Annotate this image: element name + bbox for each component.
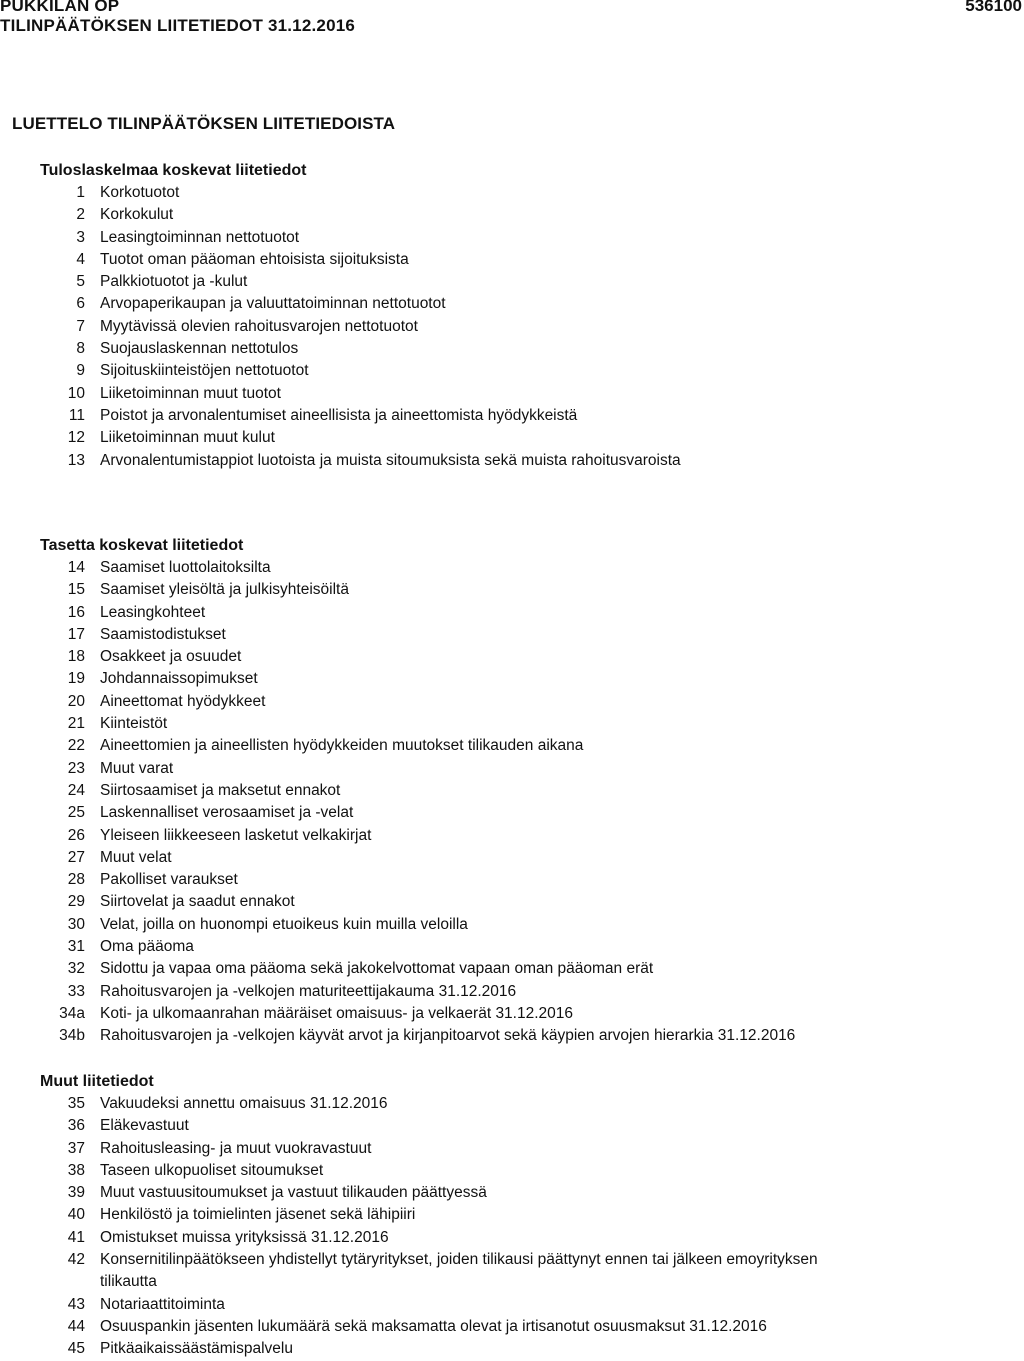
list-item xyxy=(40,182,1000,204)
note-title: Leasingtoiminnan nettotuotot xyxy=(100,228,300,246)
list-item xyxy=(40,691,1000,713)
note-number: 28 xyxy=(67,871,85,889)
notes-list xyxy=(40,182,1000,472)
note-number: 3 xyxy=(76,228,85,246)
note-number: 43 xyxy=(67,1295,85,1313)
section-balance-sheet xyxy=(40,535,1000,1048)
list-item xyxy=(40,1227,1000,1249)
document-header xyxy=(0,0,355,36)
list-item xyxy=(40,1316,1000,1338)
note-number: 39 xyxy=(67,1184,85,1202)
note-number: 14 xyxy=(67,559,85,576)
note-number: 15 xyxy=(67,581,85,599)
section-heading: Tasetta koskevat liitetiedot xyxy=(40,537,244,554)
list-item xyxy=(40,847,1000,869)
list-item xyxy=(40,204,1000,226)
list-item xyxy=(40,914,1000,936)
note-title: Aineettomien ja aineellisten hyödykkeiden muutokset tilikauden aikana xyxy=(100,737,584,755)
list-item xyxy=(40,1294,1000,1316)
list-item xyxy=(40,271,1000,293)
note-title: Arvonalentumistappiot luotoista ja muista sitoumuksista sekä muista rahoitusvaroista xyxy=(100,451,681,469)
list-item xyxy=(40,1138,1000,1160)
note-number: 36 xyxy=(67,1117,85,1135)
note-title: Osuuspankin jäsenten lukumäärä sekä maksamatta olevat ja irtisanotut osuusmaksut 31.12.2016 xyxy=(100,1317,767,1335)
list-item xyxy=(40,891,1000,913)
note-title: Rahoitusleasing- ja muut vuokravastuut xyxy=(100,1139,372,1157)
note-number: 17 xyxy=(67,625,85,643)
list-item xyxy=(40,802,1000,824)
note-number: 1 xyxy=(76,184,85,201)
note-title: Oma pääoma xyxy=(100,938,194,956)
list-item xyxy=(40,360,1000,382)
list-item xyxy=(40,227,1000,249)
note-number: 5 xyxy=(76,273,85,291)
list-item xyxy=(40,825,1000,847)
note-number: 8 xyxy=(76,340,85,358)
section-other-notes xyxy=(40,1071,1000,1361)
note-number: 6 xyxy=(76,295,85,313)
note-title: Muut vastuusitoumukset ja vastuut tilikauden päättyessä xyxy=(100,1184,487,1202)
list-item xyxy=(40,1182,1000,1204)
note-number: 42 xyxy=(67,1251,85,1269)
section-heading: Tuloslaskelmaa koskevat liitetiedot xyxy=(40,162,307,179)
note-number: 25 xyxy=(67,804,85,822)
note-title: Liiketoiminnan muut tuotot xyxy=(100,384,281,402)
bank-code: 536100 xyxy=(965,0,1022,15)
note-number: 26 xyxy=(67,826,85,844)
note-title: Poistot ja arvonalentumiset aineellisista ja aineettomista hyödykkeistä xyxy=(100,406,578,424)
list-item xyxy=(40,1338,1000,1360)
note-title: Laskennalliset verosaamiset ja -velat xyxy=(100,804,354,822)
note-title: Muut velat xyxy=(100,848,172,866)
note-title: Koti- ja ulkomaanrahan määräiset omaisuus- ja velkaerät 31.12.2016 xyxy=(100,1004,574,1022)
note-title: Yleiseen liikkeeseen lasketut velkakirjat xyxy=(100,826,372,844)
note-number: 22 xyxy=(67,737,85,755)
list-item xyxy=(40,338,1000,360)
list-item xyxy=(40,1249,1000,1294)
note-number: 30 xyxy=(67,915,85,933)
note-number: 31 xyxy=(67,938,85,956)
note-number: 9 xyxy=(76,362,85,380)
list-item xyxy=(40,427,1000,449)
list-item xyxy=(40,405,1000,427)
section-heading: Muut liitetiedot xyxy=(40,1073,154,1090)
note-title: Leasingkohteet xyxy=(100,603,206,621)
list-item xyxy=(40,316,1000,338)
note-title: Tuotot oman pääoman ehtoisista sijoituksista xyxy=(100,250,409,268)
note-number: 41 xyxy=(67,1228,85,1246)
note-title: Rahoitusvarojen ja -velkojen maturiteettijakauma 31.12.2016 xyxy=(100,982,517,1000)
note-number: 35 xyxy=(67,1095,85,1112)
list-item xyxy=(40,758,1000,780)
note-number: 29 xyxy=(67,893,85,911)
list-item xyxy=(40,958,1000,980)
note-title: Kiinteistöt xyxy=(100,715,168,733)
list-item xyxy=(40,249,1000,271)
list-item xyxy=(40,1003,1000,1025)
note-title: Korkokulut xyxy=(100,206,174,224)
note-title: Palkkiotuotot ja -kulut xyxy=(100,273,248,291)
note-title: Rahoitusvarojen ja -velkojen käyvät arvot ja kirjanpitoarvot sekä käypien arvojen hierarkia 31.12.2016 xyxy=(100,1027,796,1045)
note-title: Henkilöstö ja toimielinten jäsenet sekä lähipiiri xyxy=(100,1206,416,1224)
list-item xyxy=(40,668,1000,690)
note-title: Saamistodistukset xyxy=(100,625,226,643)
note-number: 38 xyxy=(67,1161,85,1179)
list-item xyxy=(40,713,1000,735)
note-number: 33 xyxy=(67,982,85,1000)
note-number: 2 xyxy=(76,206,85,224)
notes-list xyxy=(40,557,1000,1048)
note-title: Sidottu ja vapaa oma pääoma sekä jakokelvottomat vapaan oman pääoman erät xyxy=(100,960,654,978)
note-title: Eläkevastuut xyxy=(100,1117,189,1135)
note-title: Sijoituskiinteistöjen nettotuotot xyxy=(100,362,309,380)
note-title: Liiketoiminnan muut kulut xyxy=(100,429,275,447)
note-title: Saamiset luottolaitoksilta xyxy=(100,559,271,576)
note-title: Aineettomat hyödykkeet xyxy=(100,692,266,710)
note-title: Pitkäaikaissäästämispalvelu xyxy=(100,1340,293,1358)
list-item xyxy=(40,780,1000,802)
note-number: 12 xyxy=(67,429,85,447)
list-item xyxy=(40,981,1000,1003)
note-title: Arvopaperikaupan ja valuuttatoiminnan nettotuotot xyxy=(100,295,446,313)
list-item xyxy=(40,1093,1000,1115)
note-number: 18 xyxy=(67,648,85,666)
note-title: Velat, joilla on huonompi etuoikeus kuin muilla veloilla xyxy=(100,915,468,933)
note-title: Myytävissä olevien rahoitusvarojen nettotuotot xyxy=(100,317,418,335)
list-item xyxy=(40,869,1000,891)
list-item xyxy=(40,936,1000,958)
list-item xyxy=(40,579,1000,601)
note-title: Omistukset muissa yrityksissä 31.12.2016 xyxy=(100,1228,389,1246)
note-number: 24 xyxy=(67,781,85,799)
note-title: Osakkeet ja osuudet xyxy=(100,648,242,666)
note-title: Korkotuotot xyxy=(100,184,180,201)
note-number: 27 xyxy=(67,848,85,866)
note-number: 16 xyxy=(67,603,85,621)
list-item xyxy=(40,1204,1000,1226)
note-title: Siirtovelat ja saadut ennakot xyxy=(100,893,295,911)
note-title: Pakolliset varaukset xyxy=(100,871,238,889)
note-title: Suojauslaskennan nettotulos xyxy=(100,340,299,358)
document-subtitle: TILINPÄÄTÖKSEN LIITETIEDOT 31.12.2016 xyxy=(0,16,356,35)
note-number: 13 xyxy=(67,451,85,469)
note-number: 40 xyxy=(67,1206,85,1224)
note-number: 20 xyxy=(67,692,85,710)
note-number: 34b xyxy=(59,1027,85,1045)
company-name: PUKKILAN OP xyxy=(0,0,120,15)
list-item xyxy=(40,1160,1000,1182)
note-number: 11 xyxy=(68,406,85,424)
list-item xyxy=(40,1025,1000,1047)
note-number: 4 xyxy=(76,250,85,268)
note-title: Taseen ulkopuoliset sitoumukset xyxy=(100,1161,324,1179)
list-item xyxy=(40,1115,1000,1137)
note-number: 21 xyxy=(67,715,85,733)
list-item xyxy=(40,383,1000,405)
list-item xyxy=(40,293,1000,315)
note-number: 19 xyxy=(67,670,85,688)
section-income-statement xyxy=(40,160,1000,472)
list-item xyxy=(40,735,1000,757)
note-number: 34a xyxy=(59,1004,85,1022)
note-title: Siirtosaamiset ja maksetut ennakot xyxy=(100,781,341,799)
note-title: Saamiset yleisöltä ja julkisyhteisöiltä xyxy=(100,581,349,599)
note-title: Notariaattitoiminta xyxy=(100,1295,225,1313)
note-number: 23 xyxy=(67,759,85,777)
note-number: 44 xyxy=(67,1317,85,1335)
list-item xyxy=(40,646,1000,668)
note-number: 10 xyxy=(67,384,85,402)
list-item xyxy=(40,557,1000,579)
page-title: LUETTELO TILINPÄÄTÖKSEN LIITETIEDOISTA xyxy=(12,114,396,133)
list-item xyxy=(40,602,1000,624)
note-title: Vakuudeksi annettu omaisuus 31.12.2016 xyxy=(100,1095,388,1112)
note-number: 7 xyxy=(76,317,85,335)
note-number: 37 xyxy=(67,1139,85,1157)
note-title: Konsernitilinpäätökseen yhdistellyt tytäryritykset, joiden tilikausi päättynyt ennen tai jälkeen emoyrityksen tilikautta xyxy=(100,1251,818,1291)
note-title: Johdannaissopimukset xyxy=(100,670,258,688)
list-item xyxy=(40,450,1000,472)
note-number: 32 xyxy=(67,960,85,978)
notes-list xyxy=(40,1093,1000,1361)
note-title: Muut varat xyxy=(100,759,174,777)
note-number: 45 xyxy=(67,1340,85,1358)
list-item xyxy=(40,624,1000,646)
